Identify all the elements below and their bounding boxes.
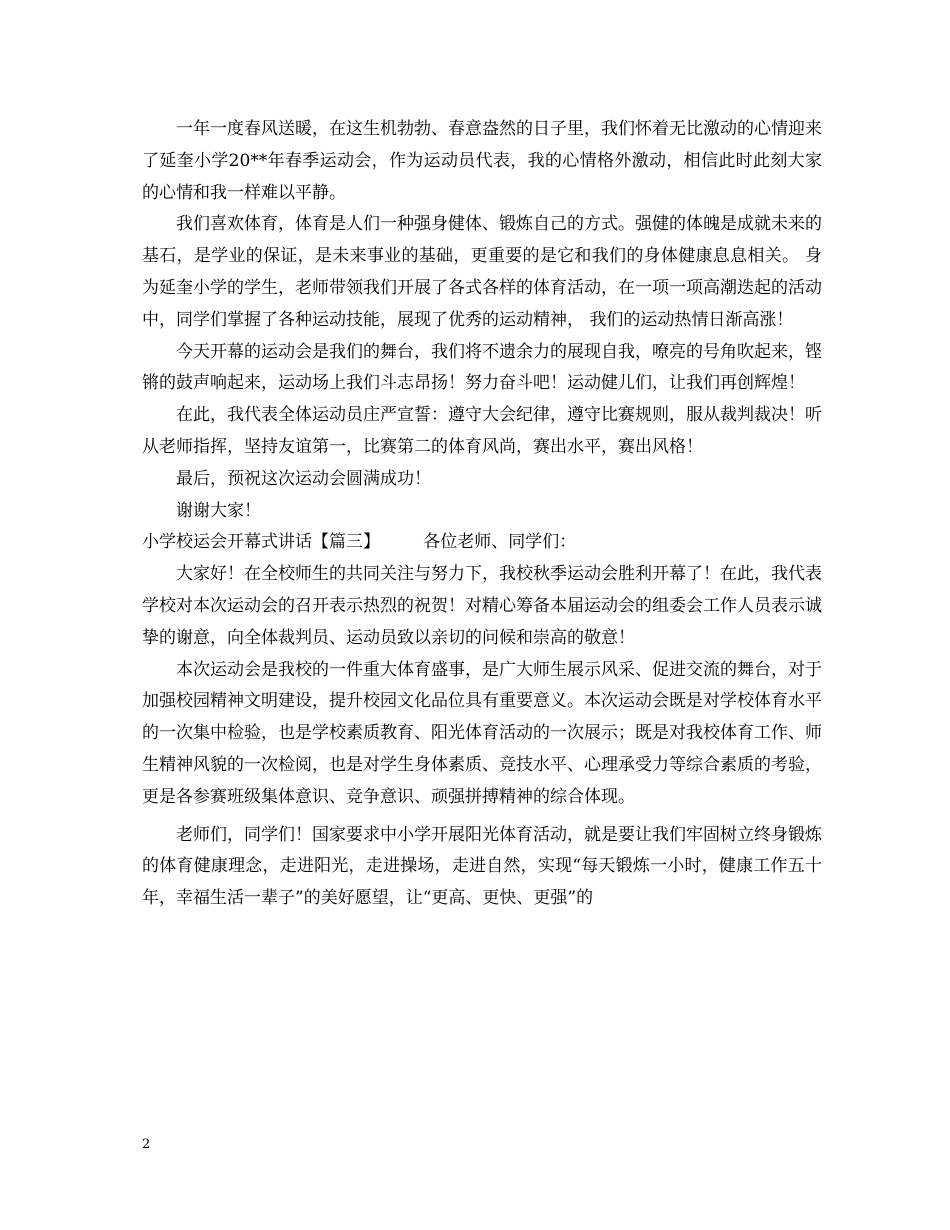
document-body xyxy=(142,114,822,915)
paragraph-5: 最后，预祝这次运动会圆满成功！ xyxy=(176,468,431,489)
page-number: 2 xyxy=(142,1137,151,1152)
section-heading-line xyxy=(142,527,822,559)
paragraph-4: 在此，我代表全体运动员庄严宣誓：遵守大会纪律，遵守比赛规则，服从裁判裁决！听从老师指挥，坚持友谊第一，比赛第二的体育风尚，赛出水平，赛出风格！ xyxy=(142,405,822,457)
section-heading: 小学校运会开幕式讲话【篇三】 xyxy=(142,532,380,553)
paragraph-2: 我们喜欢体育，体育是人们一种强身健体、锻炼自己的方式。强健的体魄是成就未来的基石，是学业的保证，是未来事业的基础，更重要的是它和我们的身体健康息息相关。 身为延奎小学的学生，老师带领我们开展了各式各样的体育活动，在一项一项高潮迭起的活动中，同学们掌握了各种运动技能，展现了优秀的运动精神， 我们的运动热情日渐高涨！ xyxy=(142,214,822,330)
salutation: 各位老师、同学们： xyxy=(423,532,577,553)
paragraph-8: 本次运动会是我校的一件重大体育盛事，是广大师生展示风采、促进交流的舞台，对于加强校园精神文明建设，提升校园文化品位具有重要意义。本次运动会既是对学校体育水平的一次集中检验，也是学校素质教育、阳光体育活动的一次展示；既是对我校体育工作、师生精神风貌的一次检阅，也是对学生身体素质、竞技水平、心理承受力等综合素质的考验，更是各参赛班级集体意识、竞争意识、顽强拼搏精神的综合体现。 xyxy=(142,659,822,807)
paragraph-1: 一年一度春风送暖，在这生机勃勃、春意盎然的日子里，我们怀着无比激动的心情迎来了延奎小学20**年春季运动会，作为运动员代表，我的心情格外激动，相信此时此刻大家的心情和我一样难以平静。 xyxy=(142,119,822,203)
paragraph-7: 大家好！在全校师生的共同关注与努力下，我校秋季运动会胜利开幕了！在此，我代表学校对本次运动会的召开表示热烈的祝贺！对精心筹备本届运动会的组委会工作人员表示诚挚的谢意，向全体裁判员、运动员致以亲切的问候和崇高的敬意！ xyxy=(142,564,822,648)
paragraph-9: 老师们，同学们！国家要求中小学开展阳光体育活动，就是要让我们牢固树立终身锻炼的体育健康理念，走进阳光，走进操场，走进自然，实现“每天锻炼一小时，健康工作五十年，幸福生活一辈子”的美好愿望，让“更高、更快、更强”的 xyxy=(142,824,822,909)
paragraph-6: 谢谢大家！ xyxy=(176,500,261,521)
paragraph-3: 今天开幕的运动会是我们的舞台，我们将不遗余力的展现自我，嘹亮的号角吹起来，铿锵的鼓声响起来，运动场上我们斗志昂扬！努力奋斗吧！运动健儿们，让我们再创辉煌！ xyxy=(142,341,822,394)
